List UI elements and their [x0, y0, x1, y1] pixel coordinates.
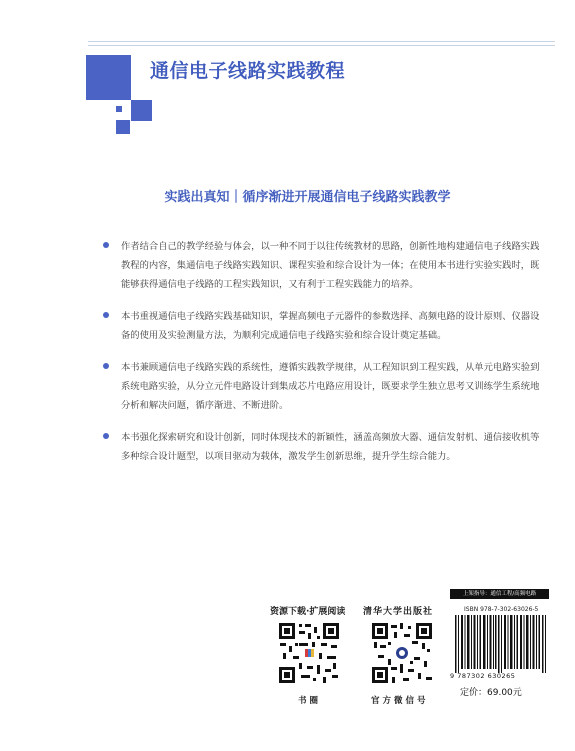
bullet-list [103, 237, 541, 479]
bullet-item [103, 307, 541, 345]
qr-right-caption: 官方微信号 [371, 696, 429, 706]
qr-code-right-icon[interactable] [370, 621, 434, 685]
isbn-text: ISBN 978-7-302-63026-5 [464, 606, 539, 613]
decor-square-medium [131, 100, 152, 121]
top-rule-2 [88, 45, 555, 46]
bullet-text: 本书强化探索研究和设计创新，同时体现技术的新颖性，涵盖高频放大器、通信发射机、通信接收机等多种综合设计题型，以项目驱动为载体，激发学生创新思维，提升学生综合能力。 [121, 432, 540, 462]
bullet-dot-icon [103, 312, 109, 318]
bullet-item [103, 428, 541, 466]
bullet-text: 本书重视通信电子线路实践基础知识，掌握高频电子元器件的参数选择、高频电路的设计原则、仪器设备的使用及实验测量方法，为顺利完成通信电子线路实验和综合设计奠定基础。 [121, 311, 540, 341]
qr-left-label: 资源下载·扩展阅读 [270, 607, 346, 617]
bullet-text: 本书兼顾通信电子线路实践的系统性，遵循实践教学规律，从工程知识到工程实践，从单元电路实验到系统电路实验，从分立元件电路设计到集成芯片电路应用设计，既要求学生独立思考又训练学生系统地分析和解决问题，循序渐进、不断进阶。 [121, 362, 540, 411]
shelf-guide: 上架指导：通信工程/高频电路 [450, 589, 549, 599]
decor-square-small [116, 120, 130, 134]
bullet-item [103, 237, 541, 294]
decor-square-large [86, 55, 131, 100]
book-title: 通信电子线路实践教程 [150, 60, 346, 82]
qr-left-caption: 书圈 [298, 696, 322, 706]
slogan: 实践出真知｜循序渐进开展通信电子线路实践教学 [164, 190, 451, 205]
top-rule [88, 41, 555, 42]
decor-square-tiny [116, 106, 122, 112]
bullet-dot-icon [103, 363, 109, 369]
qr-code-left-icon[interactable] [277, 621, 341, 685]
barcode-number: 9 787302 630265 [450, 672, 516, 680]
bullet-dot-icon [103, 242, 109, 248]
bullet-dot-icon [103, 433, 109, 439]
bullet-text: 作者结合自己的教学经验与体会，以一种不同于以往传统教材的思路，创新性地构建通信电子线路实践教程的内容，集通信电子线路实践知识、课程实验和综合设计为一体；在使用本书进行实验实践时，既能够获得通信电子线路的工程实践知识，又有利于工程实践能力的培养。 [121, 241, 540, 290]
bullet-item [103, 358, 541, 415]
qr-right-label: 清华大学出版社 [363, 607, 434, 617]
price: 定价：69.00元 [460, 688, 522, 698]
